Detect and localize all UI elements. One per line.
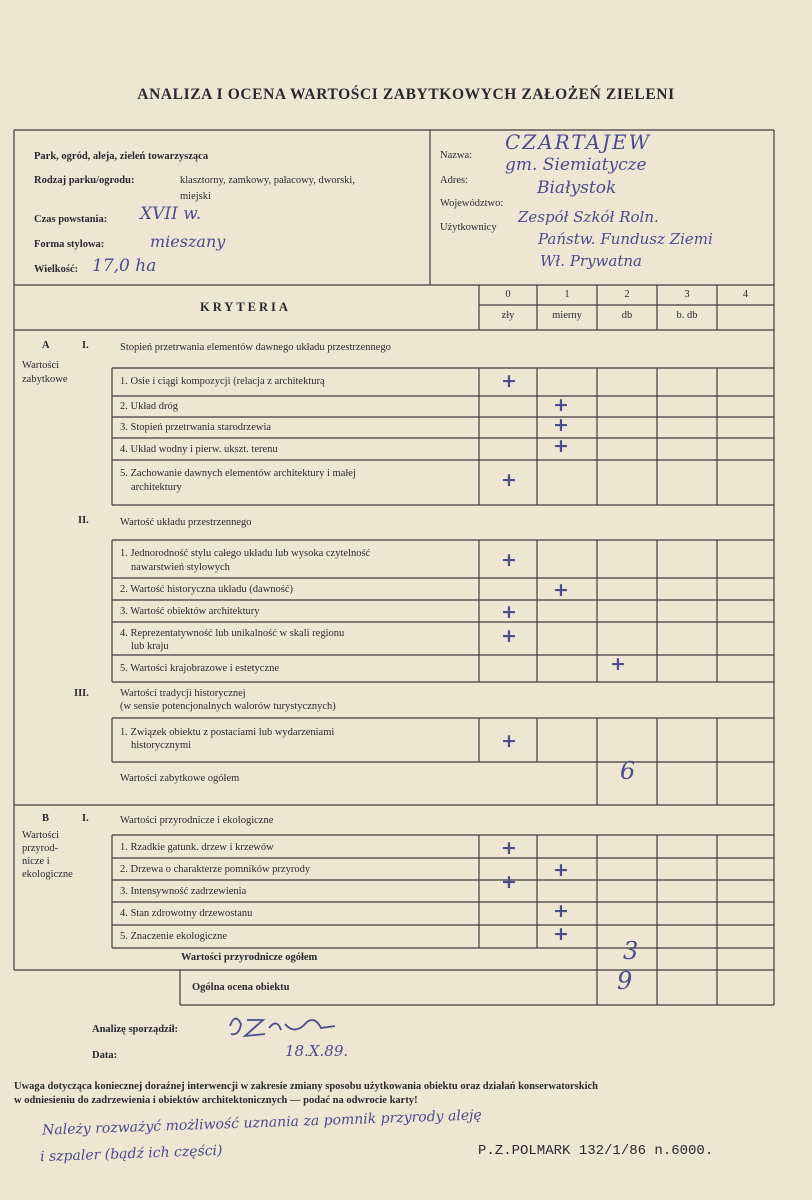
- mark-plus[interactable]: +: [501, 871, 517, 893]
- total-b-label: Wartości przyrodnicze ogółem: [181, 952, 318, 963]
- criteria-row-a1-4: 4. Układ wodny i pierw. ukszt. terenu: [120, 444, 278, 455]
- field-date-label: Czas powstania:: [34, 214, 108, 225]
- field-style-label: Forma stylowa:: [34, 239, 105, 250]
- scale-word-1: mierny: [552, 310, 582, 321]
- criteria-row-a2-4: 4. Reprezentatywność lub unikalność w skali regionu: [120, 628, 345, 639]
- group-a1-num: I.: [82, 340, 89, 351]
- scale-number-0: 0: [505, 289, 511, 300]
- section-a-letter: A: [42, 340, 50, 351]
- total-a-value[interactable]: 6: [620, 757, 636, 785]
- field-name-value[interactable]: CZARTAJEW: [505, 130, 652, 154]
- mark-plus[interactable]: +: [553, 923, 569, 945]
- handwritten-note-1[interactable]: Należy rozważyć możliwość uznania za pomnik przyrody aleję: [41, 1107, 483, 1139]
- scale-word-0: zły: [501, 310, 515, 321]
- criteria-row-a3-1: 1. Związek obiektu z postaciami lub wydarzeniami: [120, 727, 335, 738]
- scale-number-1: 1: [564, 289, 570, 300]
- section-b-letter: B: [42, 813, 50, 824]
- mark-plus[interactable]: +: [501, 549, 517, 571]
- mark-plus[interactable]: +: [553, 900, 569, 922]
- criteria-row-a2-3: 3. Wartość obiektów architektury: [120, 606, 260, 617]
- criteria-row-a3-1b: historycznymi: [131, 740, 192, 751]
- print-code: P.Z.POLMARK 132/1/86 n.6000.: [478, 1143, 714, 1159]
- field-park-label: Park, ogród, aleja, zieleń towarzysząca: [34, 151, 209, 162]
- mark-plus[interactable]: +: [610, 653, 626, 675]
- criteria-row-a2-2: 2. Wartość historyczna układu (dawność): [120, 584, 294, 595]
- scale-number-2: 2: [624, 289, 630, 300]
- field-address-label: Adres:: [440, 175, 468, 186]
- group-b1-num: I.: [82, 813, 89, 824]
- date-label: Data:: [92, 1050, 118, 1061]
- field-type-options: klasztorny, zamkowy, pałacowy, dworski,: [180, 175, 355, 186]
- criteria-row-a1-3: 3. Stopień przetrwania starodrzewia: [120, 422, 272, 433]
- group-a2-title: Wartość układu przestrzennego: [120, 517, 252, 528]
- criteria-row-a1-1: 1. Osie i ciągi kompozycji (relacja z architekturą: [120, 376, 325, 387]
- mark-plus[interactable]: +: [553, 435, 569, 457]
- criteria-row-a1-2: 2. Układ dróg: [120, 401, 179, 412]
- criteria-row-b1-4: 4. Stan zdrowotny drzewostanu: [120, 908, 253, 919]
- mark-plus[interactable]: +: [501, 625, 517, 647]
- scale-number-4: 4: [742, 289, 749, 300]
- field-users-value-3[interactable]: Wł. Prywatna: [540, 252, 642, 270]
- field-voivodeship-label: Województwo:: [440, 198, 504, 209]
- date-value[interactable]: 18.X.89.: [285, 1042, 349, 1060]
- group-a3-num: III.: [74, 688, 89, 699]
- handwritten-note-2[interactable]: i szpaler (bądź ich części): [39, 1142, 223, 1166]
- intervention-note-line1: Uwaga dotycząca koniecznej doraźnej interwencji w zakresie zmiany sposobu użytkowania obiektu oraz działań konserwatorskich: [14, 1081, 598, 1092]
- section-b-name-2: przyrod-: [22, 843, 59, 854]
- mark-plus[interactable]: +: [501, 469, 517, 491]
- field-name-label: Nazwa:: [440, 150, 473, 161]
- mark-plus[interactable]: +: [501, 370, 517, 392]
- mark-plus[interactable]: +: [553, 414, 569, 436]
- field-type-label: Rodzaj parku/ogrodu:: [34, 175, 135, 186]
- scale-number-3: 3: [684, 289, 690, 300]
- mark-plus[interactable]: +: [501, 601, 517, 623]
- scale-word-3: b. db: [676, 310, 698, 321]
- section-b-name-3: nicze i: [22, 856, 50, 867]
- field-voivodeship-value[interactable]: Białystok: [537, 178, 617, 198]
- section-a-name-1: Wartości: [22, 360, 60, 371]
- intervention-note-line2: w odniesieniu do zadrzewienia i obiektów architektonicznych — podać na odwrocie karty!: [14, 1095, 418, 1106]
- mark-plus[interactable]: +: [553, 579, 569, 601]
- field-users-label: Użytkownicy: [440, 222, 497, 233]
- form-title: ANALIZA I OCENA WARTOŚCI ZABYTKOWYCH ZAŁOŻEŃ ZIELENI: [137, 86, 675, 103]
- group-a3-subtitle: (w sensie potencjonalnych walorów turystycznych): [120, 701, 336, 712]
- criteria-row-a2-5: 5. Wartości krajobrazowe i estetyczne: [120, 663, 280, 674]
- mark-plus[interactable]: +: [501, 730, 517, 752]
- author-signature[interactable]: [225, 1010, 365, 1044]
- group-a1-title: Stopień przetrwania elementów dawnego układu przestrzennego: [120, 342, 391, 353]
- criteria-row-a1-5: 5. Zachowanie dawnych elementów architektury i małej: [120, 468, 356, 479]
- field-address-value[interactable]: gm. Siemiatycze: [505, 155, 647, 175]
- criteria-row-b1-2: 2. Drzewa o charakterze pomników przyrody: [120, 864, 311, 875]
- mark-plus[interactable]: +: [501, 837, 517, 859]
- author-label: Analizę sporządził:: [92, 1024, 179, 1035]
- criteria-row-a2-1: 1. Jednorodność stylu całego układu lub wysoka czytelność: [120, 548, 371, 559]
- overall-label: Ogólna ocena obiektu: [192, 982, 290, 993]
- field-size-label: Wielkość:: [34, 264, 79, 275]
- field-date-value[interactable]: XVII w.: [140, 204, 202, 224]
- criteria-header: KRYTERIA: [200, 300, 291, 314]
- group-b1-title: Wartości przyrodnicze i ekologiczne: [120, 815, 274, 826]
- overall-value[interactable]: 9: [617, 967, 633, 995]
- section-b-name-1: Wartości: [22, 830, 60, 841]
- total-b-value[interactable]: 3: [623, 937, 639, 965]
- group-a2-num: II.: [78, 515, 89, 526]
- criteria-row-b1-5: 5. Znaczenie ekologiczne: [120, 931, 227, 942]
- criteria-row-a2-1b: nawarstwień stylowych: [131, 562, 230, 573]
- criteria-row-b1-3: 3. Intensywność zadrzewienia: [120, 886, 247, 897]
- criteria-row-b1-1: 1. Rzadkie gatunk. drzew i krzewów: [120, 842, 274, 853]
- section-a-name-2: zabytkowe: [22, 374, 68, 385]
- criteria-row-a1-5b: architektury: [131, 482, 182, 493]
- mark-plus[interactable]: +: [553, 859, 569, 881]
- field-users-value-1[interactable]: Zespół Szkół Roln.: [518, 208, 659, 226]
- field-users-value-2[interactable]: Państw. Fundusz Ziemi: [538, 230, 713, 248]
- field-size-value[interactable]: 17,0 ha: [92, 256, 157, 276]
- total-a-label: Wartości zabytkowe ogółem: [120, 773, 240, 784]
- field-style-value[interactable]: mieszany: [150, 232, 226, 251]
- scale-word-2: db: [621, 310, 633, 321]
- mark-plus[interactable]: +: [553, 394, 569, 416]
- group-a3-title: Wartości tradycji historycznej: [120, 688, 246, 699]
- field-type-options2: miejski: [180, 191, 211, 202]
- criteria-row-a2-4b: lub kraju: [131, 641, 169, 652]
- section-b-name-4: ekologiczne: [22, 869, 73, 880]
